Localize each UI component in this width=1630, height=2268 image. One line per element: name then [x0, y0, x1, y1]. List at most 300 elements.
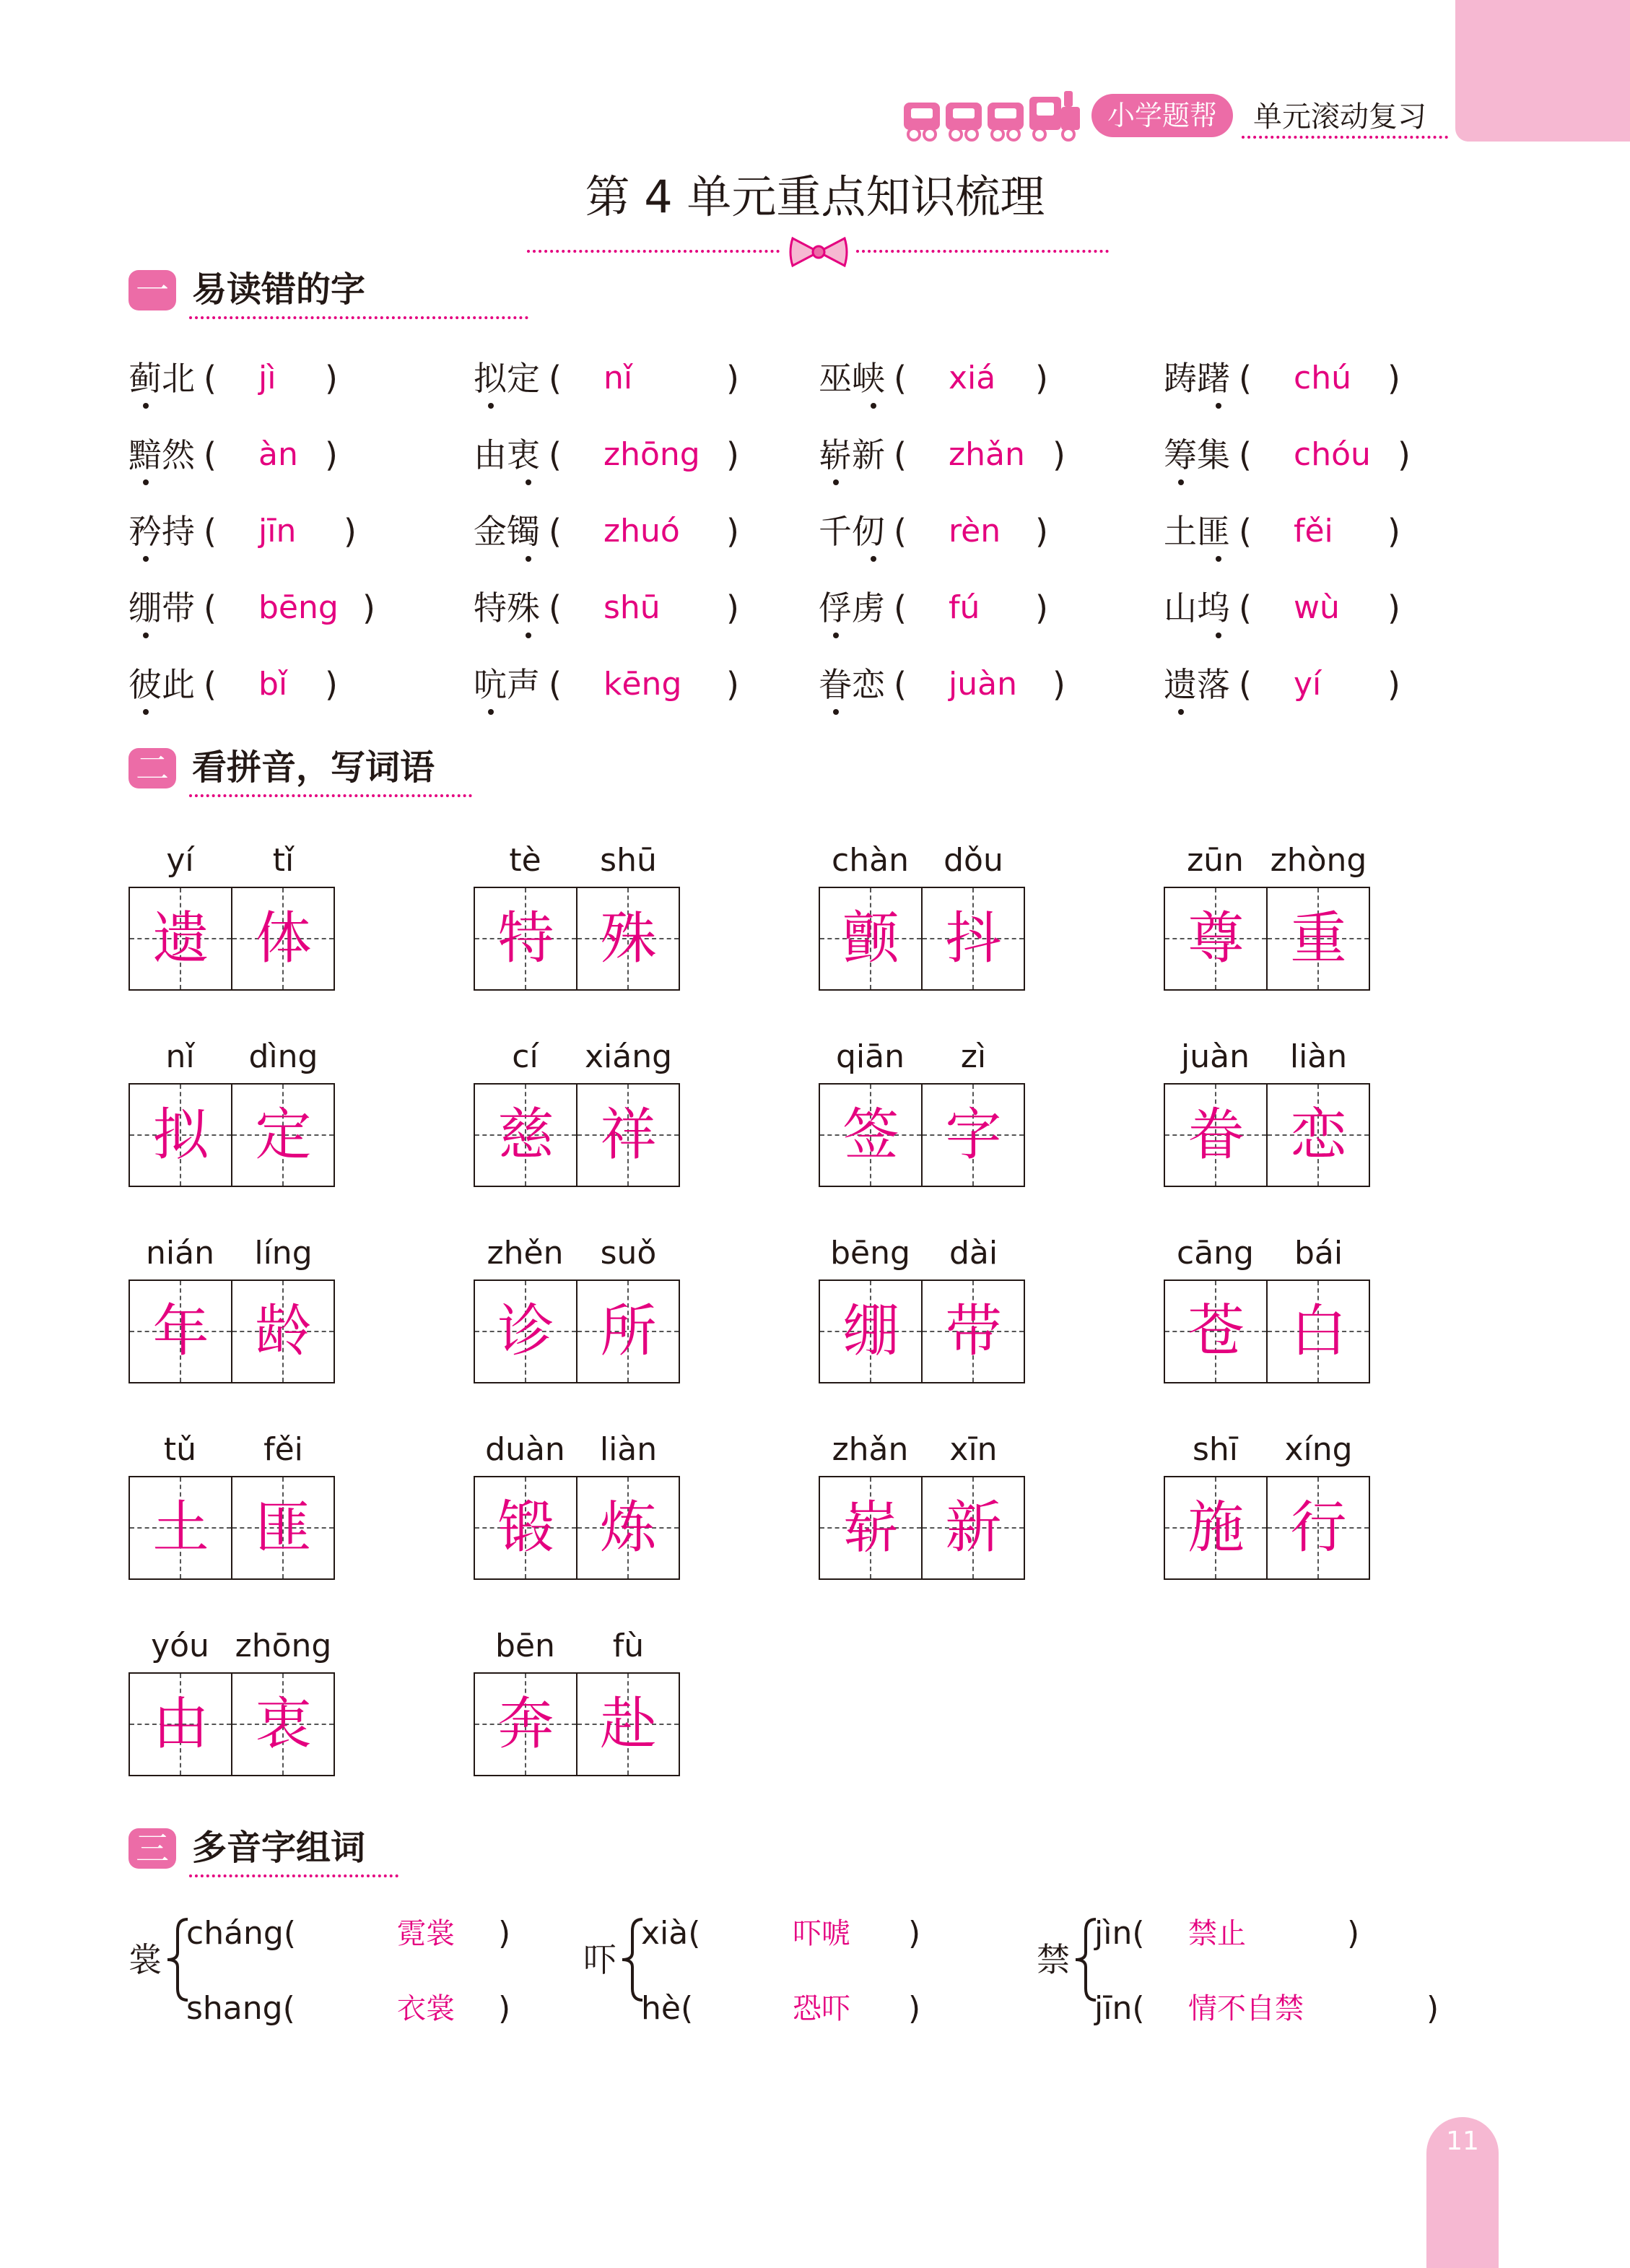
misread-entry: [128, 586, 375, 630]
tian-cell[interactable]: [475, 1281, 576, 1382]
syllable-pinyin: chàn: [832, 842, 909, 879]
answer-character: 崭: [842, 1495, 899, 1560]
close-paren: ): [1426, 1990, 1439, 2027]
emphasis-dot: [1216, 633, 1221, 638]
emphasis-dot: [488, 403, 494, 409]
tian-cell[interactable]: [576, 1477, 679, 1578]
tian-cell[interactable]: [1165, 888, 1266, 989]
entry-word: 山坞: [1164, 588, 1230, 627]
tian-grid: [1164, 1279, 1370, 1383]
syllable-pinyin: duàn: [485, 1431, 565, 1468]
word-pinyin: [819, 1232, 1025, 1275]
tian-cell[interactable]: [231, 1281, 334, 1382]
misread-entry: [819, 586, 1048, 630]
polyphone-char: 禁: [1037, 1940, 1070, 1979]
reading-answer: 衣裳: [397, 1992, 455, 2025]
page-number-tab: [1426, 2117, 1499, 2268]
close-paren: ): [344, 512, 357, 551]
tian-cell[interactable]: [576, 1674, 679, 1775]
open-paren: (: [549, 588, 562, 627]
syllable-pinyin: yí: [166, 842, 194, 879]
tian-grid: [474, 1279, 680, 1383]
answer-character: 定: [255, 1103, 312, 1168]
entry-word: 矜持: [128, 512, 195, 551]
emphasis-dot: [143, 709, 149, 715]
section-1-number: 一: [128, 270, 176, 310]
answer-character: 拟: [152, 1103, 209, 1168]
syllable-pinyin: fěi: [263, 1431, 303, 1468]
answer-character: 诊: [497, 1299, 554, 1364]
word-writing-box: [128, 1035, 335, 1236]
entry-word: 土匪: [1164, 512, 1230, 551]
close-paren: ): [1347, 1915, 1360, 1952]
misread-entry: [819, 433, 1065, 477]
tian-cell[interactable]: [820, 1281, 921, 1382]
misread-entry: [1164, 357, 1400, 400]
word-writing-box: [1164, 1428, 1370, 1629]
close-paren: ): [1387, 359, 1400, 398]
section-1-underline: [189, 316, 528, 319]
section-3-title: 多音字组词: [192, 1828, 366, 1868]
tian-cell[interactable]: [475, 1477, 576, 1578]
reading-pinyin: xià: [641, 1915, 689, 1952]
close-paren: ): [908, 1990, 921, 2027]
open-paren: (: [1239, 359, 1252, 398]
tian-grid: [128, 1672, 335, 1776]
emphasis-dot: [526, 556, 531, 562]
word-writing-box: [128, 1625, 335, 1825]
page-title: 第 4 单元重点知识梳理: [585, 170, 1045, 223]
syllable-pinyin: qiān: [835, 1038, 905, 1075]
word-pinyin: [1164, 1428, 1370, 1472]
tian-cell[interactable]: [231, 1674, 334, 1775]
syllable-pinyin: zūn: [1187, 842, 1244, 879]
close-paren: ): [1398, 435, 1411, 474]
close-paren: ): [908, 1915, 921, 1952]
word-writing-box: [1164, 839, 1370, 1040]
syllable-pinyin: shū: [600, 842, 657, 879]
series-title: 单元滚动复习: [1253, 100, 1426, 134]
emphasis-dot: [1178, 479, 1184, 485]
misread-entry: [128, 357, 338, 400]
emphasis-dot: [143, 556, 149, 562]
open-paren: (: [204, 665, 217, 704]
close-paren: ): [726, 588, 739, 627]
tian-cell[interactable]: [475, 888, 576, 989]
entry-answer-pinyin: fú: [949, 589, 980, 626]
tian-grid: [1164, 887, 1370, 991]
word-pinyin: [819, 1035, 1025, 1079]
entry-word: 彼此: [128, 665, 195, 704]
answer-character: 绷: [842, 1299, 899, 1364]
close-paren: ): [1035, 588, 1048, 627]
bow-icon: [787, 234, 850, 270]
train-icon: [901, 85, 1083, 144]
close-paren: ): [498, 1915, 511, 1952]
word-pinyin: [128, 1625, 335, 1668]
misread-entry: [128, 510, 357, 553]
tian-cell[interactable]: [820, 1477, 921, 1578]
word-writing-box: [474, 1428, 680, 1629]
answer-character: 字: [945, 1103, 1002, 1168]
tian-grid: [474, 1476, 680, 1580]
open-paren: (: [549, 435, 562, 474]
answer-character: 衷: [255, 1692, 312, 1757]
open-paren: (: [1132, 1915, 1145, 1952]
syllable-pinyin: dài: [949, 1235, 998, 1272]
close-paren: ): [726, 665, 739, 704]
open-paren: (: [894, 512, 907, 551]
tian-grid: [128, 887, 335, 991]
word-writing-box: [474, 839, 680, 1040]
answer-character: 行: [1290, 1495, 1347, 1560]
title-divider-left: [527, 250, 780, 253]
open-paren: (: [894, 665, 907, 704]
syllable-pinyin: tǔ: [163, 1431, 197, 1468]
syllable-pinyin: zhōng: [235, 1628, 332, 1664]
syllable-pinyin: xīn: [949, 1431, 998, 1468]
syllable-pinyin: yóu: [151, 1628, 209, 1664]
reading-pinyin: shang: [186, 1990, 283, 2027]
tian-cell[interactable]: [576, 1085, 679, 1186]
syllable-pinyin: liàn: [1289, 1038, 1348, 1075]
tian-cell[interactable]: [130, 1085, 231, 1186]
open-paren: (: [1239, 588, 1252, 627]
open-paren: (: [1132, 1990, 1145, 2027]
answer-character: 带: [945, 1299, 1002, 1364]
close-paren: ): [1052, 435, 1065, 474]
entry-answer-pinyin: juàn: [949, 666, 1017, 703]
entry-answer-pinyin: àn: [258, 436, 298, 473]
syllable-pinyin: xiáng: [584, 1038, 673, 1075]
entry-answer-pinyin: jīn: [258, 513, 297, 549]
syllable-pinyin: bēn: [495, 1628, 555, 1664]
tian-cell[interactable]: [130, 1674, 231, 1775]
reading-line: [641, 1987, 921, 2030]
tian-cell[interactable]: [1165, 1477, 1266, 1578]
answer-character: 殊: [600, 906, 657, 971]
misread-entry: [474, 510, 739, 553]
entry-word: 金镯: [474, 512, 540, 551]
open-paren: (: [680, 1990, 694, 2027]
misread-entry: [819, 357, 1048, 400]
syllable-pinyin: zhěn: [487, 1235, 564, 1272]
close-paren: ): [325, 665, 338, 704]
syllable-pinyin: líng: [254, 1235, 313, 1272]
emphasis-dot: [1216, 556, 1221, 562]
tian-grid: [819, 1476, 1025, 1580]
tian-cell[interactable]: [820, 1085, 921, 1186]
open-paren: (: [894, 359, 907, 398]
syllable-pinyin: dǒu: [943, 842, 1003, 879]
tian-cell[interactable]: [1266, 1477, 1369, 1578]
syllable-pinyin: tǐ: [272, 842, 295, 879]
entry-answer-pinyin: rèn: [949, 513, 1001, 549]
reading-line: [641, 1912, 921, 1955]
emphasis-dot: [1178, 709, 1184, 715]
misread-entry: [1164, 433, 1411, 477]
syllable-pinyin: cāng: [1177, 1235, 1254, 1272]
entry-answer-pinyin: shū: [603, 589, 661, 626]
close-paren: ): [325, 359, 338, 398]
answer-character: 恋: [1290, 1103, 1347, 1168]
close-paren: ): [325, 435, 338, 474]
emphasis-dot: [833, 633, 839, 638]
tian-grid: [819, 1279, 1025, 1383]
emphasis-dot: [871, 556, 876, 562]
open-paren: (: [204, 512, 217, 551]
emphasis-dot: [833, 709, 839, 715]
section-2-underline: [189, 794, 472, 797]
misread-entry: [128, 663, 338, 706]
corner-tab: [1455, 0, 1630, 142]
emphasis-dot: [143, 633, 149, 638]
entry-answer-pinyin: zhōng: [603, 436, 700, 473]
entry-answer-pinyin: fěi: [1294, 513, 1333, 549]
close-paren: ): [726, 512, 739, 551]
section-1-title: 易读错的字: [192, 269, 366, 310]
tian-cell[interactable]: [921, 888, 1024, 989]
tian-grid: [128, 1083, 335, 1187]
reading-pinyin: jīn: [1094, 1990, 1133, 2027]
open-paren: (: [549, 665, 562, 704]
syllable-pinyin: zì: [960, 1038, 987, 1075]
entry-word: 拟定: [474, 359, 540, 398]
series-underline: [1242, 136, 1448, 139]
tian-cell[interactable]: [1266, 1085, 1369, 1186]
close-paren: ): [1387, 512, 1400, 551]
tian-cell[interactable]: [130, 1477, 231, 1578]
tian-cell[interactable]: [231, 1477, 334, 1578]
reading-answer: 情不自禁: [1188, 1992, 1304, 2025]
tian-cell[interactable]: [576, 1281, 679, 1382]
answer-character: 苍: [1187, 1299, 1245, 1364]
syllable-pinyin: fù: [612, 1628, 645, 1664]
tian-grid: [128, 1476, 335, 1580]
word-pinyin: [1164, 1232, 1370, 1275]
word-writing-box: [819, 1428, 1025, 1629]
answer-character: 由: [152, 1692, 209, 1757]
answer-character: 特: [497, 906, 554, 971]
word-writing-box: [128, 839, 335, 1040]
syllable-pinyin: xíng: [1284, 1431, 1353, 1468]
answer-character: 签: [842, 1103, 899, 1168]
word-pinyin: [474, 1232, 680, 1275]
misread-entry: [819, 663, 1065, 706]
answer-character: 重: [1290, 906, 1347, 971]
open-paren: (: [283, 1915, 297, 1952]
entry-word: 踌躇: [1164, 359, 1230, 398]
entry-word: 黯然: [128, 435, 195, 474]
tian-cell[interactable]: [130, 1281, 231, 1382]
word-pinyin: [128, 1035, 335, 1079]
open-paren: (: [688, 1915, 701, 1952]
tian-cell[interactable]: [231, 1085, 334, 1186]
word-pinyin: [128, 1232, 335, 1275]
answer-character: 白: [1290, 1299, 1347, 1364]
entry-answer-pinyin: zhǎn: [949, 436, 1025, 473]
tian-cell[interactable]: [921, 1085, 1024, 1186]
answer-character: 慈: [497, 1103, 554, 1168]
tian-cell[interactable]: [1165, 1085, 1266, 1186]
misread-entry: [819, 510, 1048, 553]
entry-word: 筹集: [1164, 435, 1230, 474]
word-writing-box: [474, 1035, 680, 1236]
tian-grid: [819, 1083, 1025, 1187]
answer-character: 新: [945, 1495, 1002, 1560]
close-paren: ): [498, 1990, 511, 2027]
close-paren: ): [1035, 512, 1048, 551]
reading-answer: 恐吓: [793, 1992, 850, 2025]
reading-line: [1094, 1987, 1439, 2030]
syllable-pinyin: zhǎn: [832, 1431, 909, 1468]
tian-cell[interactable]: [1266, 888, 1369, 989]
entry-answer-pinyin: kēng: [603, 666, 682, 703]
entry-word: 特殊: [474, 588, 540, 627]
section-2-number: 二: [128, 748, 176, 788]
reading-pinyin: hè: [641, 1990, 681, 2027]
word-writing-box: [819, 1035, 1025, 1236]
syllable-pinyin: bái: [1294, 1235, 1343, 1272]
entry-word: 巫峡: [819, 359, 885, 398]
entry-answer-pinyin: bēng: [258, 589, 339, 626]
open-paren: (: [204, 359, 217, 398]
syllable-pinyin: juàn: [1181, 1038, 1250, 1075]
tian-grid: [1164, 1083, 1370, 1187]
tian-grid: [474, 1672, 680, 1776]
word-writing-box: [819, 839, 1025, 1040]
page-number: 11: [1446, 2126, 1479, 2156]
reading-pinyin: cháng: [186, 1915, 284, 1952]
tian-cell[interactable]: [921, 1281, 1024, 1382]
reading-answer: 吓唬: [793, 1917, 850, 1950]
syllable-pinyin: suǒ: [600, 1235, 657, 1272]
entry-answer-pinyin: xiá: [949, 360, 996, 396]
emphasis-dot: [871, 403, 876, 409]
word-pinyin: [474, 1625, 680, 1668]
close-paren: ): [726, 435, 739, 474]
entry-answer-pinyin: wù: [1294, 589, 1340, 626]
emphasis-dot: [526, 633, 531, 638]
entry-word: 吭声: [474, 665, 540, 704]
word-pinyin: [474, 839, 680, 882]
syllable-pinyin: nǐ: [165, 1038, 195, 1075]
answer-character: 奔: [497, 1692, 554, 1757]
reading-line: [186, 1987, 511, 2030]
misread-entry: [474, 586, 739, 630]
open-paren: (: [204, 588, 217, 627]
misread-entry: [1164, 663, 1400, 706]
section-3-underline: [189, 1874, 398, 1877]
word-pinyin: [1164, 839, 1370, 882]
syllable-pinyin: liàn: [599, 1431, 658, 1468]
emphasis-dot: [1216, 403, 1221, 409]
word-writing-box: [128, 1232, 335, 1433]
close-paren: ): [362, 588, 375, 627]
misread-entry: [474, 663, 739, 706]
misread-entry: [1164, 510, 1400, 553]
open-paren: (: [1239, 665, 1252, 704]
word-pinyin: [128, 1428, 335, 1472]
word-pinyin: [474, 1428, 680, 1472]
syllable-pinyin: dìng: [248, 1038, 318, 1075]
emphasis-dot: [526, 479, 531, 485]
close-paren: ): [1387, 665, 1400, 704]
word-writing-box: [128, 1428, 335, 1629]
entry-word: 眷恋: [819, 665, 885, 704]
tian-cell[interactable]: [130, 888, 231, 989]
polyphone-char: 裳: [128, 1940, 162, 1979]
emphasis-dot: [833, 479, 839, 485]
tian-cell[interactable]: [1266, 1281, 1369, 1382]
misread-entry: [474, 357, 739, 400]
word-pinyin: [128, 839, 335, 882]
word-pinyin: [819, 839, 1025, 882]
entry-word: 蓟北: [128, 359, 195, 398]
misread-entry: [474, 433, 739, 477]
brand-badge: 小学题帮: [1091, 94, 1233, 137]
reading-line: [186, 1912, 511, 1955]
close-paren: ): [1387, 588, 1400, 627]
entry-word: 俘虏: [819, 588, 885, 627]
open-paren: (: [282, 1990, 295, 2027]
word-writing-box: [1164, 1035, 1370, 1236]
syllable-pinyin: bēng: [830, 1235, 910, 1272]
answer-character: 遗: [152, 906, 209, 971]
reading-answer: 霓裳: [397, 1917, 455, 1950]
word-writing-box: [1164, 1232, 1370, 1433]
open-paren: (: [549, 359, 562, 398]
polyphone-char: 吓: [583, 1940, 616, 1979]
misread-entry: [1164, 586, 1400, 630]
emphasis-dot: [143, 479, 149, 485]
tian-cell[interactable]: [820, 888, 921, 989]
tian-cell[interactable]: [475, 1085, 576, 1186]
entry-answer-pinyin: jì: [258, 360, 276, 396]
emphasis-dot: [488, 709, 494, 715]
tian-cell[interactable]: [1165, 1281, 1266, 1382]
answer-character: 祥: [600, 1103, 657, 1168]
answer-character: 龄: [255, 1299, 312, 1364]
entry-word: 千仞: [819, 512, 885, 551]
answer-character: 匪: [255, 1495, 312, 1560]
emphasis-dot: [143, 403, 149, 409]
open-paren: (: [549, 512, 562, 551]
misread-entry: [128, 433, 338, 477]
syllable-pinyin: zhòng: [1270, 842, 1367, 879]
open-paren: (: [1239, 435, 1252, 474]
answer-character: 尊: [1187, 906, 1245, 971]
entry-answer-pinyin: zhuó: [603, 513, 680, 549]
syllable-pinyin: nián: [146, 1235, 214, 1272]
word-writing-box: [819, 1232, 1025, 1433]
tian-cell[interactable]: [231, 888, 334, 989]
tian-cell[interactable]: [576, 888, 679, 989]
tian-cell[interactable]: [475, 1674, 576, 1775]
open-paren: (: [894, 588, 907, 627]
word-pinyin: [819, 1428, 1025, 1472]
entry-answer-pinyin: chóu: [1294, 436, 1371, 473]
word-pinyin: [1164, 1035, 1370, 1079]
entry-answer-pinyin: yí: [1294, 666, 1322, 703]
title-divider-right: [856, 250, 1109, 253]
answer-character: 抖: [945, 906, 1002, 971]
answer-character: 锻: [497, 1495, 554, 1560]
answer-character: 土: [152, 1495, 209, 1560]
tian-cell[interactable]: [921, 1477, 1024, 1578]
tian-grid: [474, 1083, 680, 1187]
tian-grid: [819, 887, 1025, 991]
